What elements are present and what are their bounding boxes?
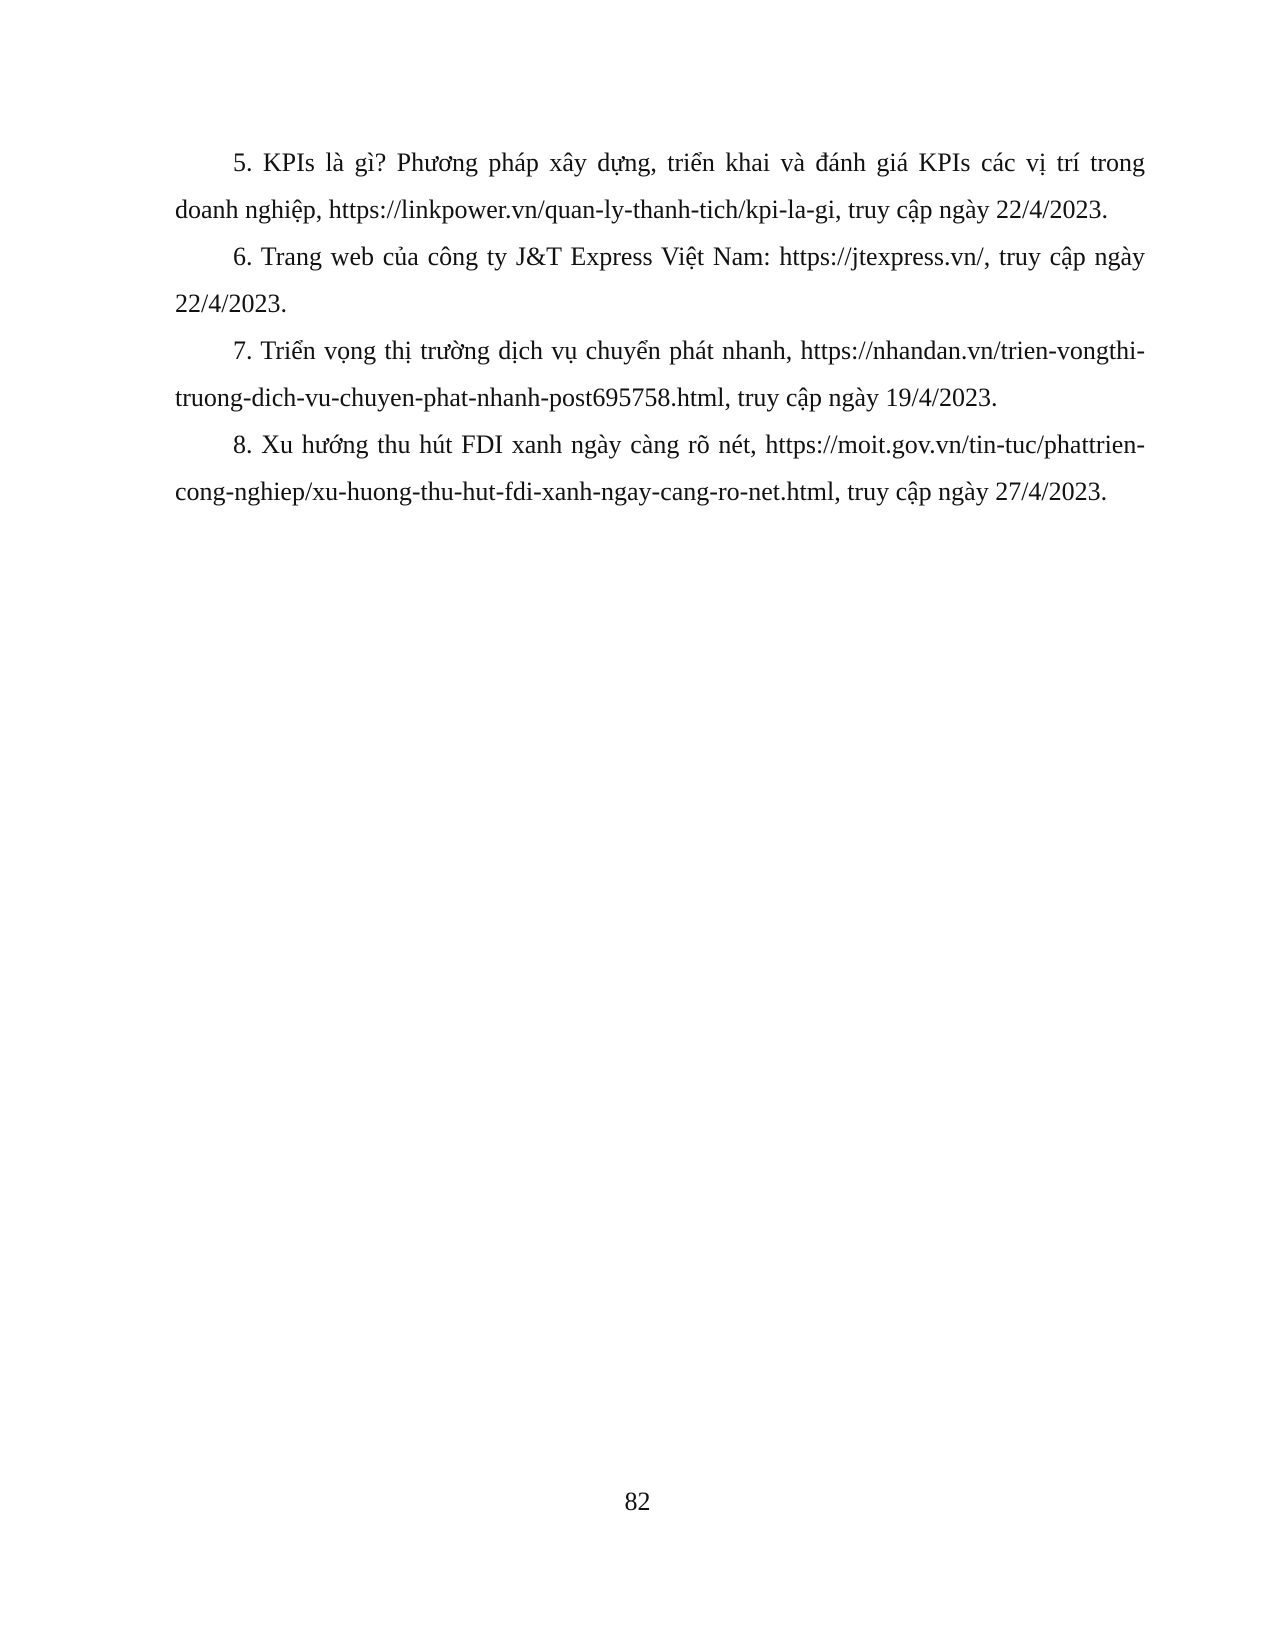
page-number: 82 xyxy=(624,1487,651,1516)
reference-item-5: 5. KPIs là gì? Phương pháp xây dựng, triển khai và đánh giá KPIs các vị trí trong doanh nghiệp, https://linkpower.vn/quan-ly-thanh-tich/kpi-la-gi, truy cập ngày 22/4/2023. xyxy=(175,148,1145,224)
reference-item-7: 7. Triển vọng thị trường dịch vụ chuyển phát nhanh, https://nhandan.vn/trien-vongthi-truong-dich-vu-chuyen-phat-nhanh-post695758.html, truy cập ngày 19/4/2023. xyxy=(175,336,1145,412)
reference-item-6: 6. Trang web của công ty J&T Express Việt Nam: https://jtexpress.vn/, truy cập ngày 22/4/2023. xyxy=(175,242,1145,318)
reference-list xyxy=(175,139,1145,515)
reference-item-8: 8. Xu hướng thu hút FDI xanh ngày càng rõ nét, https://moit.gov.vn/tin-tuc/phattrien-cong-nghiep/xu-huong-thu-hut-fdi-xanh-ngay-cang-ro-net.html, truy cập ngày 27/4/2023. xyxy=(175,430,1145,506)
